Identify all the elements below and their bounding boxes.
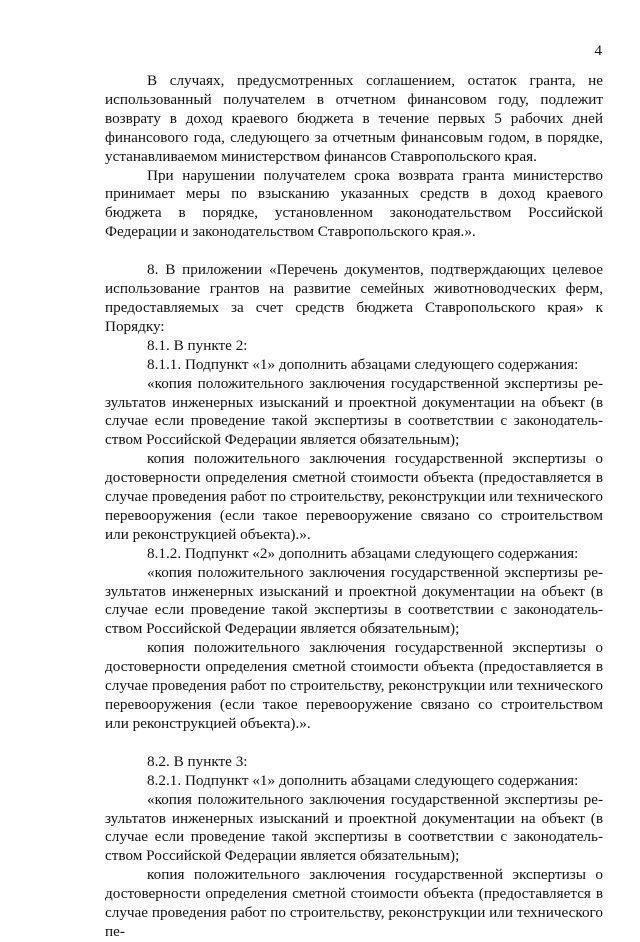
paragraph-item-8-1-2: 8.1.2. Подпункт «2» дополнить абзацами следующего содержания: <box>147 544 579 562</box>
paragraph-item-8-2-1: 8.2.1. Подпункт «1» дополнить абзацами следующего содержания: <box>147 771 579 789</box>
paragraph-copy-engineering-2: «копия положительного заключения государственной экспертизы результатов инженерных изысканий и проектной документации на объект (в случае если проведение такой экспертизы в соответствии с законодательством Российской Федерации является обязательным); <box>105 563 603 638</box>
paragraph-item-8: 8. В приложении «Перечень документов, подтверждающих целевое использование грантов на развитие семейных животноводческих ферм, предоставляемых за счет средств бюджета Ставропольского края» к Порядку: <box>105 261 603 335</box>
paragraph-copy-engineering-1: «копия положительного заключения государственной экспертизы результатов инженерных изысканий и проектной документации на объект (в случае если проведение такой экспертизы в соответствии с законодательством Российской Федерации является обязательным); <box>105 374 603 449</box>
paragraph-grant-violation: При нарушении получателем срока возврата гранта министерство принимает меры по взысканию указанных средств в доход краевого бюджета в порядке, установленном законодательством Российской Федерации и законодательством Ставропольского края.». <box>105 166 603 241</box>
paragraph-copy-estimate-1: копия положительного заключения государственной экспертизы о достоверности определения сметной стоимости объекта (предоставляется в случае проведения работ по строительству, реконструкции или технического перевооружения (если такое перевооружение связано со строительством или реконструкцией объекта).». <box>105 450 603 543</box>
paragraph-copy-engineering-3: «копия положительного заключения государственной экспертизы результатов инженерных изысканий и проектной документации на объект (в случае если проведение такой экспертизы в соответствии с законодательством Российской Федерации является обязательным); <box>105 790 603 865</box>
paragraph-copy-estimate-2: копия положительного заключения государственной экспертизы о достоверности определения сметной стоимости объекта (предоставляется в случае проведения работ по строительству, реконструкции или технического перевооружения (если такое перевооружение связано со строительством или реконструкцией объекта).». <box>105 639 603 732</box>
paragraph-item-8-1-1: 8.1.1. Подпункт «1» дополнить абзацами следующего содержания: <box>147 355 579 373</box>
page-number: 4 <box>594 43 602 59</box>
paragraph-copy-estimate-3: копия положительного заключения государственной экспертизы о достоверности определения сметной стоимости объекта (предоставляется в случае проведения работ по строительству, реконструкции или технического пе- <box>105 866 603 940</box>
paragraph-item-8-2: 8.2. В пункте 3: <box>147 752 248 770</box>
paragraph-grant-remainder: В случаях, предусмотренных соглашением, остаток гранта, не использованный получателем в отчетном финансовом году, подлежит возврату в доход краевого бюджета в течение первых 5 рабочих дней финансового года, следующего за отчетным финансовым годом, в порядке, устанавливаемом министерством финансов Ставропольского края. <box>105 72 603 165</box>
document-body <box>105 72 603 942</box>
paragraph-item-8-1: 8.1. В пункте 2: <box>147 336 248 354</box>
